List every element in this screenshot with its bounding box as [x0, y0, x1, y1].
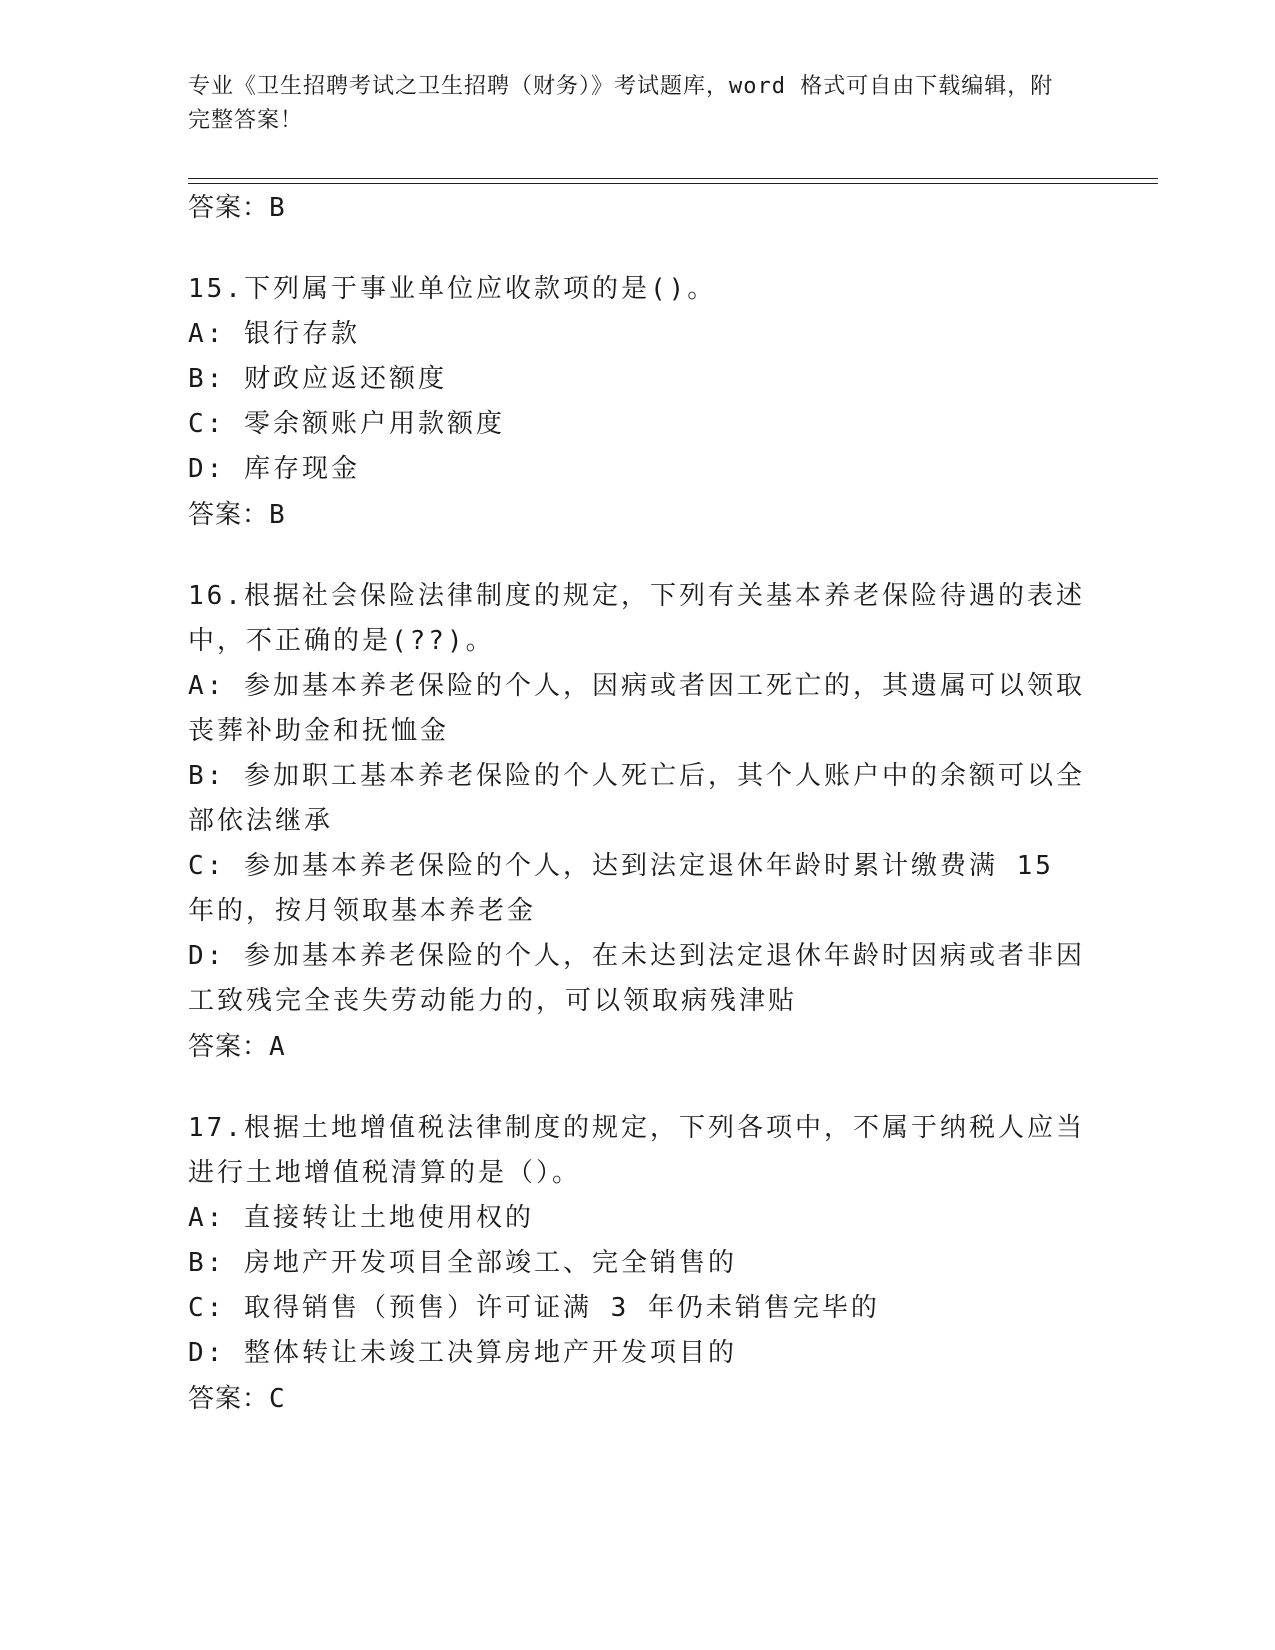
option-d: D: 整体转让未竣工决算房地产开发项目的 [188, 1338, 737, 1368]
question-stem: 16.根据社会保险法律制度的规定，下列有关基本养老保险待遇的表述中，不正确的是(??)。 [188, 581, 1085, 656]
question-15 [188, 267, 1088, 538]
question-16 [188, 574, 1088, 1070]
option-d: D: 库存现金 [188, 454, 360, 484]
previous-question-answer: 答案：B [188, 193, 286, 223]
document-header [188, 70, 1068, 138]
question-17 [188, 1106, 1088, 1422]
header-divider-bottom [188, 183, 1158, 184]
question-answer: 答案：B [188, 500, 286, 530]
option-c: C: 零余额账户用款额度 [188, 409, 505, 439]
option-b: B: 财政应返还额度 [188, 364, 447, 394]
option-a: A: 直接转让土地使用权的 [188, 1203, 534, 1233]
question-stem: 17.根据土地增值税法律制度的规定，下列各项中，不属于纳税人应当进行土地增值税清算的是（）。 [188, 1113, 1085, 1188]
option-d: D: 参加基本养老保险的个人，在未达到法定退休年龄时因病或者非因工致残完全丧失劳动能力的，可以领取病残津贴 [188, 941, 1085, 1016]
question-stem: 15.下列属于事业单位应收款项的是()。 [188, 274, 717, 304]
question-answer: 答案：C [188, 1384, 286, 1414]
question-answer: 答案：A [188, 1032, 286, 1062]
option-c: C: 取得销售（预售）许可证满 3 年仍未销售完毕的 [188, 1293, 880, 1323]
header-intro-text: 专业《卫生招聘考试之卫生招聘（财务）》考试题库，word 格式可自由下载编辑，附完整答案！ [188, 74, 1054, 133]
document-body [188, 185, 1088, 1422]
option-a: A: 参加基本养老保险的个人，因病或者因工死亡的，其遗属可以领取丧葬补助金和抚恤金 [188, 671, 1085, 746]
option-c: C: 参加基本养老保险的个人，达到法定退休年龄时累计缴费满 15 年的，按月领取基本养老金 [188, 851, 1054, 926]
option-b: B: 房地产开发项目全部竣工、完全销售的 [188, 1248, 737, 1278]
header-divider-top [188, 178, 1158, 179]
option-a: A: 银行存款 [188, 319, 360, 349]
option-b: B: 参加职工基本养老保险的个人死亡后，其个人账户中的余额可以全部依法继承 [188, 761, 1085, 836]
